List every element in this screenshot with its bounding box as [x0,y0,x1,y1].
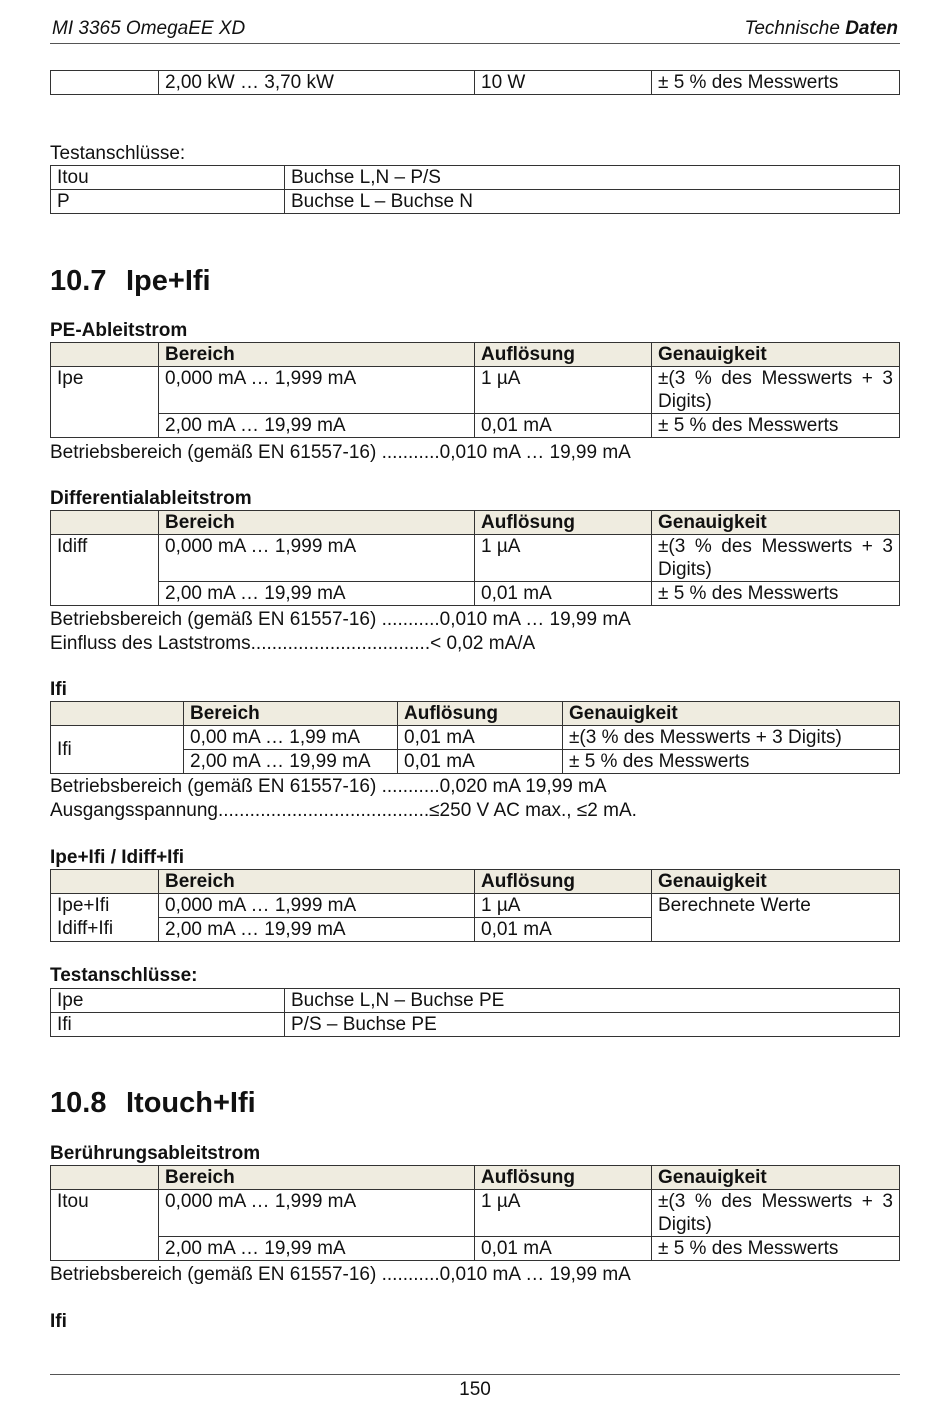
table-header-row: Bereich Auflösung Genauigkeit [51,511,900,535]
ifi-output-voltage: Ausgangsspannung........................................≤250 V AC max., ≤2 mA. [50,800,637,821]
combined-title: Ipe+Ifi / Idiff+Ifi [50,847,185,868]
test-connections-table-2 [50,988,900,1037]
ifi-tail-title: Ifi [50,1311,67,1332]
table-row: 2,00 mA … 19,99 mA 0,01 mA [51,918,900,942]
diff-leakage-title: Differentialableitstrom [50,488,252,509]
diff-load-influence: Einfluss des Laststroms..................................< 0,02 mA/A [50,633,536,654]
table-header-row: Bereich Auflösung Genauigkeit [51,1166,900,1190]
table-row: Ifi 0,00 mA … 1,99 mA 0,01 mA ±(3 % des Messwerts + 3 Digits) [51,726,900,750]
test-connections-label-2: Testanschlüsse: [50,965,198,986]
table-header-row: Bereich Auflösung Genauigkeit [51,870,900,894]
table-row: 2,00 mA … 19,99 mA 0,01 mA ± 5 % des Messwerts [51,750,900,774]
table-row: Ipe+Ifi Idiff+Ifi 0,000 mA … 1,999 mA 1 µA Berechnete Werte [51,894,900,918]
page-header [50,16,900,44]
test-connections-table [50,165,900,214]
table-row: Ipe 0,000 mA … 1,999 mA 1 µA ±(3 % des Messwerts + 3 Digits) [51,367,900,414]
table-header-row: Bereich Auflösung Genauigkeit [51,343,900,367]
document-title: MI 3365 OmegaEE XD [52,18,246,39]
table-row: 2,00 mA … 19,99 mA 0,01 mA ± 5 % des Messwerts [51,414,900,438]
pe-leakage-title: PE-Ableitstrom [50,320,188,341]
diff-leakage-table [50,510,900,606]
pe-leakage-table [50,342,900,438]
ifi-table [50,701,900,774]
table-row: 2,00 mA … 19,99 mA 0,01 mA ± 5 % des Messwerts [51,1237,900,1261]
touch-leakage-title: Berührungsableitstrom [50,1143,261,1164]
ifi-title: Ifi [50,679,67,700]
power-table-continuation [50,70,900,95]
table-row: Itou 0,000 mA … 1,999 mA 1 µA ±(3 % des Messwerts + 3 Digits) [51,1190,900,1237]
table-row: P Buchse L – Buchse N [51,190,900,214]
table-header-row: Bereich Auflösung Genauigkeit [51,702,900,726]
section-title: Technische Daten [744,18,898,39]
pe-operating-range: Betriebsbereich (gemäß EN 61557-16) ...........0,010 mA … 19,99 mA [50,442,631,463]
table-row: Ipe Buchse L,N – Buchse PE [51,989,900,1013]
diff-operating-range: Betriebsbereich (gemäß EN 61557-16) ...........0,010 mA … 19,99 mA [50,609,631,630]
table-row: Ifi P/S – Buchse PE [51,1013,900,1037]
test-connections-label: Testanschlüsse: [50,143,186,164]
section-heading-10-8: 10.8 Itouch+Ifi [50,1087,256,1119]
table-row: Itou Buchse L,N – P/S [51,166,900,190]
ifi-operating-range: Betriebsbereich (gemäß EN 61557-16) ...........0,020 mA 19,99 mA [50,776,607,797]
page-number: 150 [50,1374,900,1401]
table-row: 2,00 kW … 3,70 kW 10 W ± 5 % des Messwerts [51,71,900,95]
touch-operating-range: Betriebsbereich (gemäß EN 61557-16) ...........0,010 mA … 19,99 mA [50,1264,631,1285]
touch-leakage-table [50,1165,900,1261]
combined-table [50,869,900,942]
section-heading-10-7: 10.7 Ipe+Ifi [50,265,211,297]
table-row: 2,00 mA … 19,99 mA 0,01 mA ± 5 % des Messwerts [51,582,900,606]
table-row: Idiff 0,000 mA … 1,999 mA 1 µA ±(3 % des Messwerts + 3 Digits) [51,535,900,582]
